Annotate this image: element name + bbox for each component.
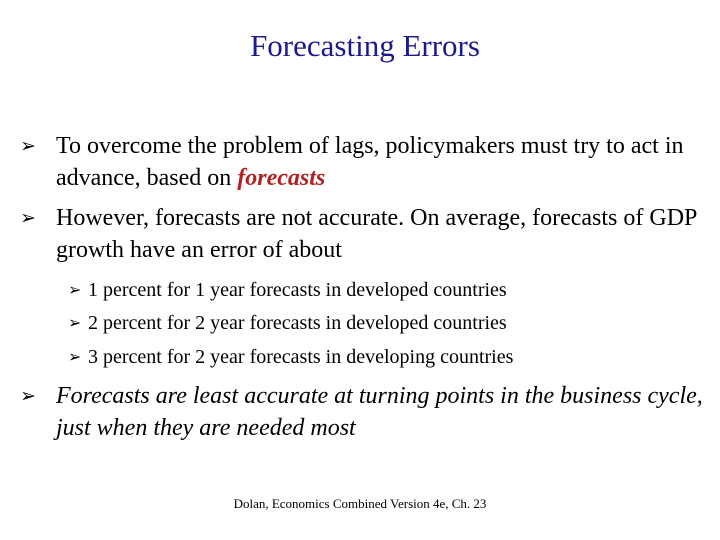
arrow-bullet-icon: ➢ <box>68 280 82 299</box>
sub-bullet-item-3 <box>68 344 708 370</box>
sub-bullet-item-1 <box>68 277 708 303</box>
bullet-item-3 <box>20 380 705 444</box>
arrow-bullet-icon: ➢ <box>20 384 37 407</box>
arrow-bullet-icon: ➢ <box>68 313 82 332</box>
arrow-bullet-icon: ➢ <box>20 206 37 229</box>
sub-bullet-text-2: 2 percent for 2 year forecasts in developed countries <box>88 312 507 334</box>
bullet-text-1 <box>56 130 705 194</box>
slide-footer: Dolan, Economics Combined Version 4e, Ch. 23 <box>233 496 487 511</box>
sub-bullet-text-3: 3 percent for 2 year forecasts in developing countries <box>88 346 514 368</box>
bullet-text-3: Forecasts are least accurate at turning points in the business cycle, just when they are needed most <box>56 383 703 441</box>
slide-title: Forecasting Errors <box>250 28 480 63</box>
bullet-text-2: However, forecasts are not accurate. On average, forecasts of GDP growth have an error of about <box>56 205 697 263</box>
bullet-text-1-main: To overcome the problem of lags, policymakers must try to act in advance, based on <box>56 133 684 191</box>
arrow-bullet-icon: ➢ <box>20 134 37 157</box>
bullet-item-2 <box>20 202 705 266</box>
sub-bullet-item-2 <box>68 310 708 336</box>
sub-bullet-text-1: 1 percent for 1 year forecasts in developed countries <box>88 279 507 301</box>
arrow-bullet-icon: ➢ <box>68 347 82 366</box>
bullet-item-1 <box>20 130 705 194</box>
forecasts-emphasis: forecasts <box>237 165 326 191</box>
